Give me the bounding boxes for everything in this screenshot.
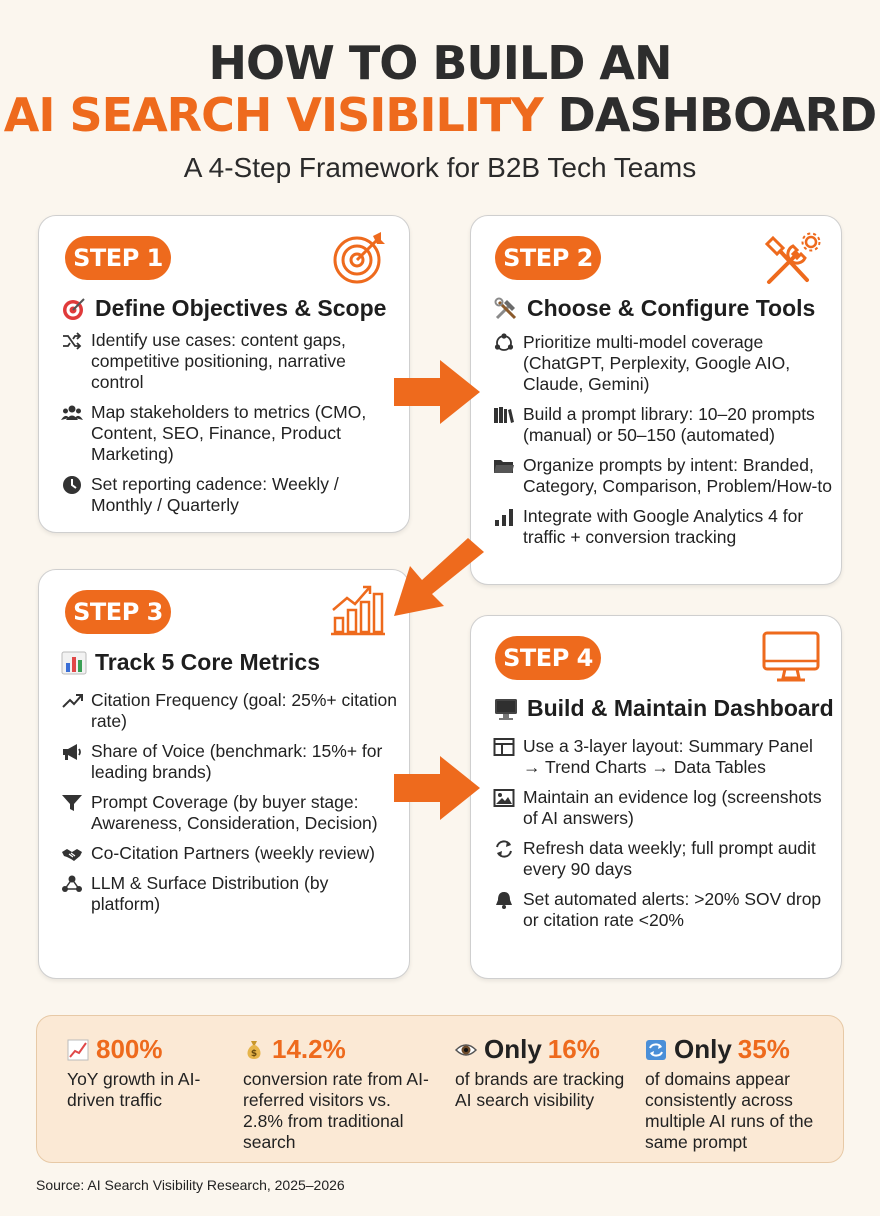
megaphone-icon — [61, 742, 83, 762]
page-subtitle: A 4-Step Framework for B2B Tech Teams — [183, 152, 697, 183]
chart-up-icon — [67, 1039, 89, 1061]
growth-chart-icon — [329, 584, 387, 636]
stat-desc: YoY growth in AI-driven traffic — [67, 1069, 201, 1110]
stat-value — [67, 1034, 247, 1065]
refresh-icon — [493, 839, 515, 859]
step-2-card — [470, 215, 842, 585]
item-text: LLM & Surface Distribution (by platform) — [91, 873, 329, 914]
step-1-card — [38, 215, 410, 533]
step-2-badge: STEP 2 — [495, 236, 601, 280]
bars-icon — [493, 507, 515, 527]
nodes-icon — [61, 874, 83, 894]
svg-text:$: $ — [250, 1048, 258, 1059]
page-title-line2 — [0, 88, 880, 142]
item-text: Refresh data weekly; full prompt audit every 90 days — [523, 838, 816, 879]
list-item — [493, 506, 833, 548]
list-item — [493, 736, 833, 778]
computer-emoji-icon — [493, 696, 519, 722]
stat-number: 35% — [737, 1034, 790, 1064]
list-item — [493, 332, 833, 395]
item-text: Share of Voice (benchmark: 15%+ for leading brands) — [91, 741, 383, 782]
step-3-list — [61, 690, 401, 924]
stat-number: 16% — [547, 1034, 600, 1064]
books-icon — [493, 405, 515, 425]
item-text: Organize prompts by intent: Branded, Category, Comparison, Problem/How-to — [523, 455, 832, 496]
list-item — [493, 404, 833, 446]
step-1-badge: STEP 1 — [65, 236, 171, 280]
stat-value — [645, 1034, 829, 1065]
people-icon — [61, 403, 83, 423]
list-item — [61, 843, 401, 864]
list-item — [61, 741, 401, 783]
item-text: Prompt Coverage (by buyer stage: Awareness, Consideration, Decision) — [91, 792, 378, 833]
handshake-icon — [61, 844, 83, 864]
step-1-title-text: Define Objectives & Scope — [95, 295, 387, 321]
folder-icon — [493, 456, 515, 476]
stat-number: 14.2% — [272, 1034, 346, 1064]
step-4-badge: STEP 4 — [495, 636, 601, 680]
list-item — [61, 402, 401, 465]
item-text: Set automated alerts: >20% SOV drop or citation rate <20% — [523, 889, 822, 930]
stat-desc: of brands are tracking AI search visibility — [455, 1069, 625, 1110]
trend-icon — [61, 691, 83, 711]
list-item — [61, 474, 401, 516]
item-text: Set reporting cadence: Weekly / Monthly / Quarterly — [91, 474, 339, 515]
step-2-title — [493, 295, 815, 322]
list-item — [493, 787, 833, 829]
step-3-badge: STEP 3 — [65, 590, 171, 634]
money-bag-icon — [243, 1039, 265, 1061]
stat-desc: of domains appear consistently across multiple AI runs of the same prompt — [645, 1069, 814, 1152]
item-text: Map stakeholders to metrics (CMO, Content, SEO, Finance, Product Marketing) — [91, 402, 367, 464]
page-title-line1: HOW TO BUILD AN — [208, 36, 672, 90]
step-3-title-text: Track 5 Core Metrics — [95, 649, 321, 675]
item-text: Maintain an evidence log (screenshots of AI answers) — [523, 787, 822, 828]
stat-item — [455, 1034, 625, 1111]
step-3-card — [38, 569, 410, 979]
bar-chart-emoji-icon — [61, 650, 87, 676]
shuffle-icon — [61, 331, 83, 351]
step-4-title-text: Build & Maintain Dashboard — [527, 695, 834, 721]
list-item — [61, 330, 401, 393]
stat-prefix: Only — [674, 1034, 732, 1064]
stat-item — [243, 1034, 435, 1153]
target-icon — [331, 230, 387, 286]
item-text: Use a 3-layer layout: Summary Panel → Trend Charts → Data Tables — [523, 736, 813, 777]
layout-icon — [493, 737, 515, 757]
step-2-list — [493, 332, 833, 557]
stat-prefix: Only — [484, 1034, 542, 1064]
dart-icon — [61, 296, 87, 322]
step-4-list — [493, 736, 833, 940]
step-3-title — [61, 649, 320, 676]
list-item — [61, 873, 401, 915]
item-text: Integrate with Google Analytics 4 for traffic + conversion tracking — [523, 506, 804, 547]
list-item — [493, 838, 833, 880]
tools-icon — [763, 232, 821, 286]
list-item — [61, 690, 401, 732]
list-item — [493, 455, 833, 497]
stat-desc: conversion rate from AI-referred visitors vs. 2.8% from traditional search — [243, 1069, 429, 1152]
item-text: Citation Frequency (goal: 25%+ citation rate) — [91, 690, 397, 731]
stat-number: 800% — [96, 1034, 163, 1064]
arrow-step3-to-step4 — [392, 752, 484, 824]
network-icon — [493, 333, 515, 353]
image-icon — [493, 788, 515, 808]
repeat-icon — [645, 1039, 667, 1061]
list-item — [493, 889, 833, 931]
item-text: Co-Citation Partners (weekly review) — [91, 843, 375, 863]
monitor-icon — [761, 630, 821, 684]
step-4-title — [493, 695, 834, 722]
step-2-title-text: Choose & Configure Tools — [527, 295, 816, 321]
item-text: Prioritize multi-model coverage (ChatGPT, Perplexity, Google AIO, Claude, Gemini) — [523, 332, 791, 394]
stat-value — [243, 1034, 435, 1065]
clock-icon — [61, 475, 83, 495]
item-text: Build a prompt library: 10–20 prompts (manual) or 50–150 (automated) — [523, 404, 815, 445]
step-4-card — [470, 615, 842, 979]
funnel-icon — [61, 793, 83, 813]
title-rest: DASHBOARD — [557, 88, 877, 142]
stat-item — [67, 1034, 247, 1111]
stats-panel — [36, 1015, 844, 1163]
arrow-step1-to-step2 — [392, 356, 484, 428]
arrow-step2-to-step3 — [388, 536, 488, 622]
hammer-wrench-icon — [493, 296, 519, 322]
title-accent: AI SEARCH VISIBILITY — [3, 88, 543, 142]
step-1-title — [61, 295, 386, 322]
stat-value — [455, 1034, 625, 1065]
list-item — [61, 792, 401, 834]
eye-icon — [455, 1039, 477, 1061]
item-text: Identify use cases: content gaps, competitive positioning, narrative control — [91, 330, 346, 392]
step-1-list — [61, 330, 401, 525]
stat-item — [645, 1034, 829, 1153]
bell-icon — [493, 890, 515, 910]
source-note: Source: AI Search Visibility Research, 2025–2026 — [36, 1177, 345, 1193]
